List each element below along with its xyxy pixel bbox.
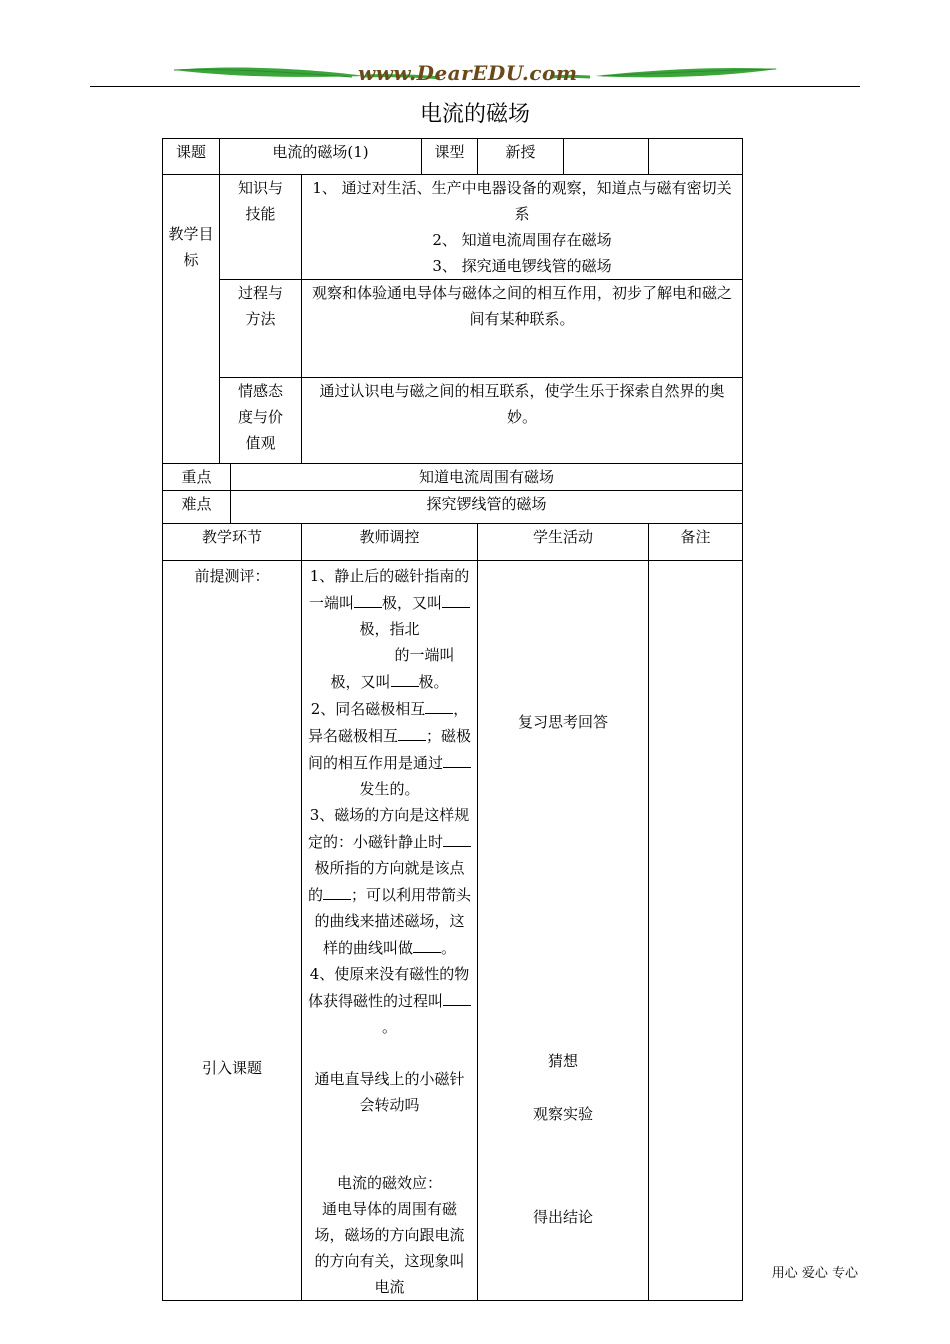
key-label: 重点 [163, 464, 231, 491]
knowledge-label: 知识与技能 [220, 175, 302, 280]
student-guess: 猜想 [548, 1052, 579, 1070]
intro-question: 通电直导线上的小磁针会转动吗 [314, 1070, 465, 1114]
question-text: 极。 [418, 673, 449, 691]
empty-cell [649, 139, 743, 175]
topic-value: 电流的磁场(1) [220, 139, 422, 175]
activity-row [163, 561, 743, 1301]
question-text: 极，又叫 [330, 673, 391, 691]
answer-blank [425, 695, 453, 714]
empty-cell [564, 139, 649, 175]
question-text: ；磁极间的相互作用是通过 [308, 727, 472, 772]
type-label: 课型 [422, 139, 478, 175]
difficult-label: 难点 [163, 491, 231, 524]
answer-blank [413, 934, 441, 953]
column-header-stage: 教学环节 [163, 524, 302, 561]
process-row [163, 280, 743, 378]
answer-blank [398, 722, 426, 741]
question-text: 2、同名磁极相互 [310, 700, 426, 718]
answer-blank [442, 589, 470, 608]
question-text: 。 [382, 1018, 398, 1036]
knowledge-item: 2、 知道电流周围存在磁场 [432, 231, 612, 249]
stage-intro: 引入课题 [201, 1059, 262, 1077]
question-text: 发生的。 [359, 780, 420, 798]
key-value: 知道电流周围有磁场 [231, 464, 743, 491]
answer-blank [443, 987, 471, 1006]
process-label: 过程与方法 [220, 280, 302, 378]
effect-title: 电流的磁效应： [337, 1174, 443, 1192]
stage-cell [163, 561, 302, 1301]
answer-blank [391, 668, 419, 687]
effect-text: 通电导体的周围有磁场，磁场的方向跟电流的方向有关，这现象叫电流 [314, 1200, 465, 1296]
question-text: ；可以利用带箭头的曲线来描述磁场，这样的曲线叫做 [314, 886, 472, 957]
answer-blank [354, 589, 382, 608]
question-text: 4、使原来没有磁性的物体获得磁性的过程叫 [308, 965, 470, 1010]
question-1 [308, 563, 471, 695]
answer-blank [323, 881, 351, 900]
knowledge-item: 3、 探究通电锣线管的磁场 [432, 257, 612, 275]
question-text: 极，又叫 [382, 594, 443, 612]
question-3 [308, 802, 471, 961]
answer-blank [443, 828, 471, 847]
question-text: 3、磁场的方向是这样规定的：小磁针静止时 [308, 806, 470, 851]
footer-text: 用心 爱心 专心 [771, 1266, 858, 1281]
question-4 [308, 961, 471, 1040]
student-review: 复习思考回答 [518, 713, 609, 731]
note-cell [649, 561, 743, 1301]
student-cell [478, 561, 649, 1301]
page-title: 电流的磁场 [419, 102, 530, 127]
column-header-note: 备注 [649, 524, 743, 561]
site-logo: www.DearEDU.com [358, 61, 578, 85]
emotion-label: 情感态度与价值观 [220, 378, 302, 464]
emotion-text: 通过认识电与磁之间的相互联系，使学生乐于探索自然界的奥妙。 [302, 378, 743, 464]
topic-label: 课题 [163, 139, 220, 175]
question-text: 1、静止后的磁针指南的一端叫 [308, 567, 470, 612]
topic-row [163, 139, 743, 175]
stage-pre-test: 前提测评： [194, 567, 270, 585]
goals-label: 教学目标 [163, 175, 220, 464]
question-2 [308, 695, 471, 802]
process-text: 观察和体验通电导体与磁体之间的相互作用，初步了解电和磁之间有某种联系。 [302, 280, 743, 378]
question-text: 的一端叫 [394, 646, 455, 664]
difficult-row [163, 491, 743, 524]
column-header-teacher: 教师调控 [302, 524, 478, 561]
column-header-row [163, 524, 743, 561]
emotion-row [163, 378, 743, 464]
student-conclude: 得出结论 [533, 1208, 594, 1226]
question-text: 。 [441, 939, 457, 957]
type-value: 新授 [478, 139, 564, 175]
answer-blank [443, 749, 471, 768]
question-text: 极所指的方向就是该点的 [308, 859, 465, 904]
teacher-cell [302, 561, 478, 1301]
column-header-student: 学生活动 [478, 524, 649, 561]
key-row [163, 464, 743, 491]
difficult-value: 探究锣线管的磁场 [231, 491, 743, 524]
lesson-plan-table [162, 138, 743, 1301]
question-text: ，异名磁极相互 [308, 700, 469, 745]
header-rule [90, 86, 860, 87]
knowledge-item: 1、 通过对生活、生产中电器设备的观察，知道点与磁有密切关系 [312, 179, 732, 223]
knowledge-row [163, 175, 743, 280]
question-text: 极，指北 [359, 620, 420, 638]
student-observe: 观察实验 [533, 1105, 594, 1123]
knowledge-items [302, 175, 743, 280]
